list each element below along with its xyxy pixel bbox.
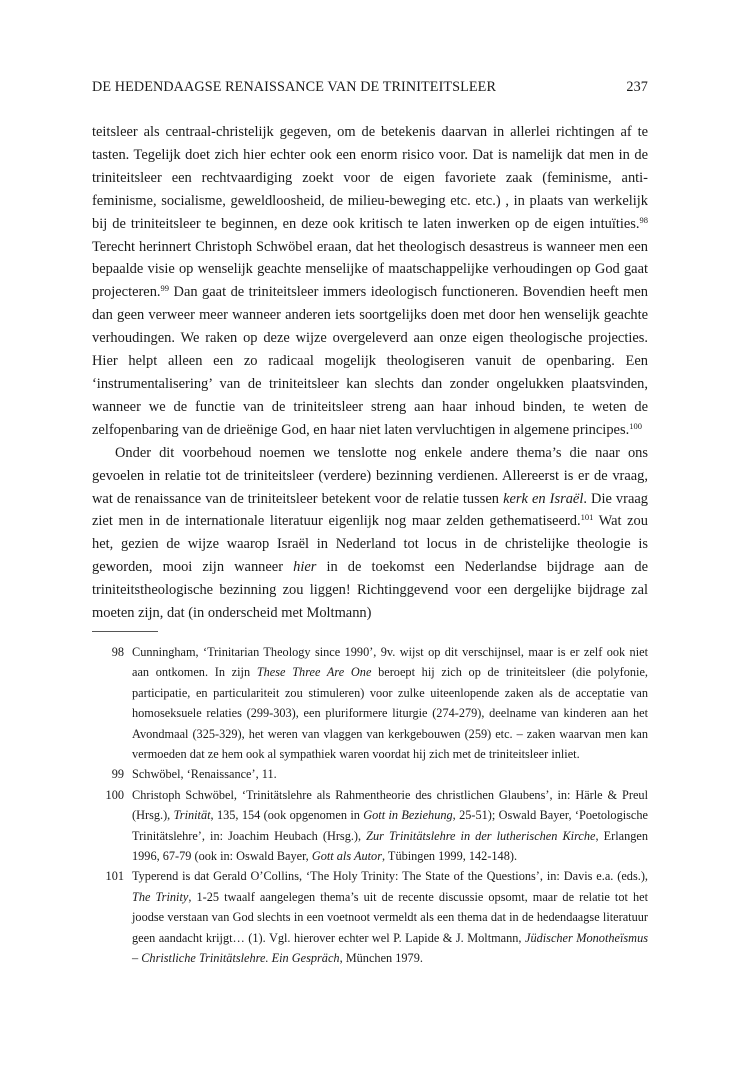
body-text bbox=[92, 121, 648, 625]
text-run: Terecht herinnert Christoph Schwöbel eraan, dat het theologisch desastreus is wanneer men een bepaalde visie op wenselijk geachte menselijke of maatschappelijke verhoudingen op God gaat projecteren. bbox=[92, 238, 648, 301]
footnote bbox=[92, 785, 648, 867]
italic-title: Gott als Autor bbox=[311, 849, 382, 864]
text-run: , 25-51); Oswald Bayer, ‘Poetologische Trinitätslehre’, in: Joachim Heubach (Hrsg.), bbox=[132, 808, 648, 843]
text-run: Schwöbel, ‘Renaissance’, 11. bbox=[132, 767, 277, 782]
text-run: , Erlangen 1996, 67-79 (ook in: Oswald Bayer, bbox=[132, 828, 648, 864]
footnote-reference: 101 bbox=[580, 512, 594, 523]
footnotes bbox=[92, 642, 648, 969]
text-run: , 135, 154 (ook opgenomen in bbox=[210, 808, 364, 823]
italic-title: kerk en Israël bbox=[503, 490, 584, 507]
footnote-number: 98 bbox=[111, 645, 124, 659]
footnote-number: 99 bbox=[111, 767, 124, 782]
page-number: 237 bbox=[626, 79, 648, 95]
text-run: Cunningham, ‘Trinitarian Theology since 1990’, 9v. wijst op dit verschijnsel, maar is er zelf ook niet aan ontkomen. In zijn bbox=[132, 645, 648, 680]
italic-title: hier bbox=[293, 559, 317, 576]
running-title: DE HEDENDAAGSE RENAISSANCE VAN DE TRINITEITSLEER bbox=[92, 79, 497, 95]
text-run: Wat zou het, gezien de wijze waarop Israël in Nederland tot locus in de christelijke theologie is geworden, mooi zijn wanneer bbox=[92, 513, 648, 576]
text-run: , Tübingen 1999, 142-148). bbox=[382, 849, 518, 864]
paragraph-continued bbox=[92, 121, 648, 442]
italic-title: Gott in Beziehung bbox=[363, 808, 453, 823]
footnote-text bbox=[124, 785, 648, 867]
footnote-reference: 98 bbox=[639, 214, 648, 225]
footnote-text bbox=[124, 642, 648, 764]
footnote-reference: 99 bbox=[160, 283, 170, 294]
text-run: , München 1979. bbox=[339, 951, 423, 966]
footnote-number: 101 bbox=[105, 869, 124, 884]
footnote-number: 100 bbox=[105, 787, 124, 802]
footnote bbox=[92, 642, 648, 764]
text-run: . Die vraag ziet men in de internationale literatuur eigenlijk nog maar zelden gethematiseerd. bbox=[92, 490, 648, 530]
footnote-rule bbox=[92, 631, 158, 632]
text-run: Typerend is dat Gerald O’Collins, ‘The Holy Trinity: The State of the Questions’, in: Davis e.a. (eds.), bbox=[132, 869, 648, 884]
running-header bbox=[92, 79, 648, 96]
text-run: , 1-25 twaalf aangelegen thema’s uit de recente discussie opsomt, maar de relatie tot het joodse verstaan van God slechts in een voetnoot vermeldt als een thema dat in de hedendaagse literatuur geen aandacht krijgt… (1). Vgl. hierover echter wel P. Lapide & J. Moltmann, bbox=[132, 889, 648, 945]
text-run: in de toekomst een Nederlandse bijdrage aan de triniteitstheologische bezinning zou liggen! Richtinggevend voor een dergelijke bijdrage zal moeten zijn, dat (in onderscheid met Moltmann) bbox=[92, 559, 648, 622]
footnote-text bbox=[124, 764, 648, 784]
text-run: Dan gaat de triniteitsleer immers ideologisch functioneren. Bovendien heeft men dan geen verweer meer wanneer anderen iets soortgelijks doen met door hen wenselijk geachte verhoudingen. We raken op deze wijze overgeleverd aan onze eigen theologische projecties. Hier helpt alleen een zo radicaal mogelijk theologiseren vanuit de openbaring. Een ‘instrumentalisering’ van de triniteitsleer kan slechts dan zonder ongelukken plaatsvinden, wanneer we de functie van de triniteitsleer streng aan haar inhoud binden, te weten de zelfopenbaring van de drieënige God, en haar niet laten vervluchtigen in algemene principes. bbox=[92, 284, 648, 438]
text-run: Christoph Schwöbel, ‘Trinitätslehre als Rahmentheorie des christlichen Glaubens’, in: Härle & Preul (Hrsg.), bbox=[132, 787, 648, 823]
italic-title: These Three Are One bbox=[256, 665, 372, 680]
italic-title: Jüdischer Monotheïsmus – Christliche Trinitätslehre. Ein Gespräch bbox=[132, 930, 648, 966]
footnote bbox=[92, 866, 648, 968]
italic-title: Zur Trinitätslehre in der lutherischen Kirche bbox=[366, 828, 596, 843]
paragraph bbox=[92, 442, 648, 625]
italic-title: Trinität bbox=[173, 808, 211, 823]
text-run: teitsleer als centraal-christelijk gegeven, om de betekenis daarvan in allerlei richtingen af te tasten. Tegelijk doet zich hier echter ook een enorm risico voor. Dat is namelijk dat men in de triniteitsleer een rechtvaardiging zoekt voor de eigen favoriete zaak (feminisme, anti-feminisme, socialisme, geweldloosheid, de milieu-beweging etc. etc.) , in plaats van werkelijk bij de triniteitsleer te beginnen, en deze ook kritisch te laten inwerken op de eigen intuïties. bbox=[92, 124, 648, 232]
text-run: Onder dit voorbehoud noemen we tenslotte nog enkele andere thema’s die naar ons gevoelen in relatie tot de triniteitsleer (verdere) bezinning verdienen. Allereerst is er de vraag, wat de renaissance van de triniteitsleer betekent voor de relatie tussen bbox=[92, 444, 648, 507]
text-run: beroept hij zich op de triniteitsleer (die polyfonie, participatie, en particulariteit zou stimuleren) voor zulke uiteenlopende zaken als de acceptatie van homoseksuele relaties (299-303), een pluriformere liturgie (274-279), deelname van kinderen aan het Avondmaal (325-329), het weren van vlaggen van kerkgebouwen (259) etc. – zaken waarvan men kan vermoeden dat ze hem ook al sympathiek waren voordat hij zich met de triniteitsleer inliet. bbox=[132, 665, 648, 762]
footnote-text bbox=[124, 866, 648, 968]
footnote-reference: 100 bbox=[629, 420, 642, 431]
footnote bbox=[92, 764, 648, 784]
italic-title: The Trinity bbox=[132, 889, 189, 904]
